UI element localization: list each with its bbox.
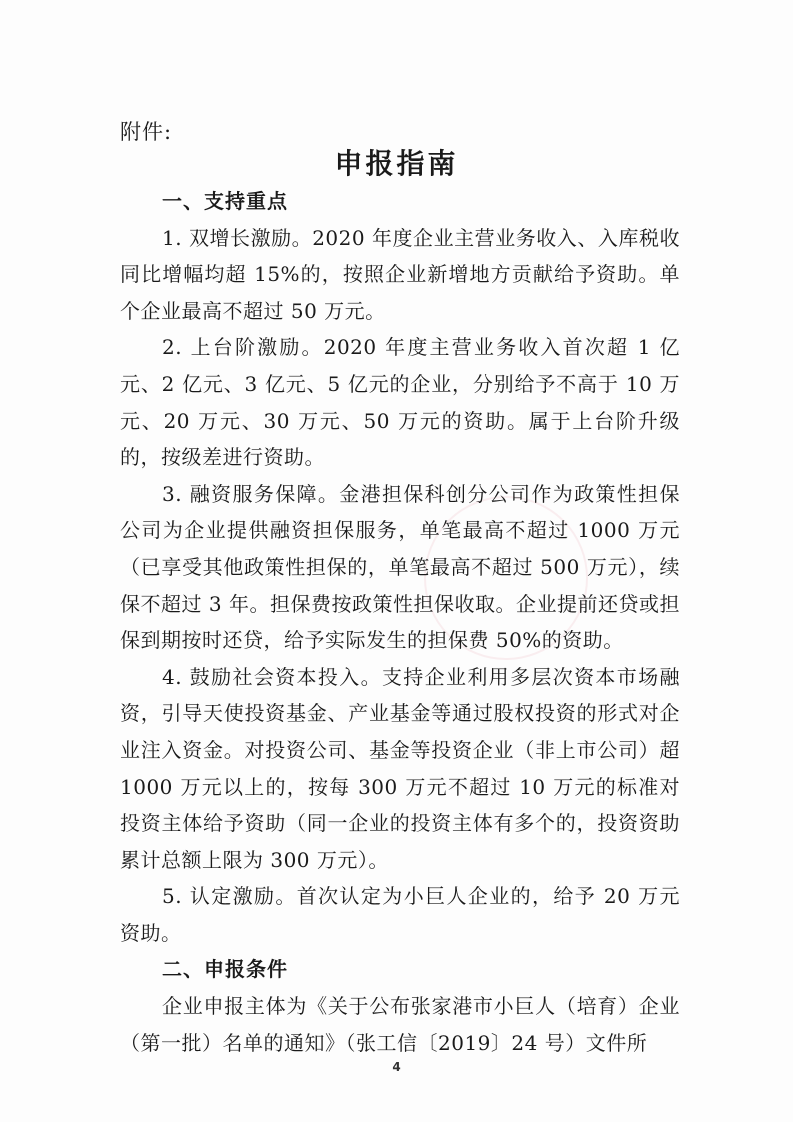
attachment-label: 附件:: [120, 120, 173, 144]
paragraph-applicant: 企业申报主体为《关于公布张家港市小巨人（培育）企业（第一批）名单的通知》（张工信〔2019〕24 号）文件所: [120, 994, 680, 1055]
paragraph-step-up: 2. 上台阶激励。2020 年度主营业务收入首次超 1 亿元、2 亿元、3 亿元、5 亿元的企业，分别给予不高于 10 万元、20 万元、30 万元、50 万元的资助。属于上台阶升级的，按级差进行资助。: [120, 335, 680, 470]
paragraph-recognition: 5. 认定激励。首次认定为小巨人企业的，给予 20 万元资助。: [120, 884, 680, 945]
paragraph-social-capital: 4. 鼓励社会资本投入。支持企业利用多层次资本市场融资，引导天使投资基金、产业基金等通过股权投资的形式对企业注入资金。对投资公司、基金等投资企业（非上市公司）超 1000 万元以上的，按每 300 万元不超过 10 万元的标准对投资主体给予资助（同一企业的投资主体有多个的，投资资助累计总额上限为 300 万元）。: [120, 664, 680, 872]
document-body: [120, 183, 680, 1061]
section-heading-conditions: 二、申报条件: [162, 957, 288, 982]
page-number: 4: [392, 1060, 401, 1074]
section-heading-support-focus: 一、支持重点: [162, 189, 288, 213]
document-title: 申报指南: [334, 147, 459, 180]
paragraph-double-growth: 1. 双增长激励。2020 年度企业主营业务收入、入库税收同比增幅均超 15%的，按照企业新增地方贡献给予资助。单个企业最高不超过 50 万元。: [120, 225, 680, 323]
paragraph-financing-guarantee: 3. 融资服务保障。金港担保科创分公司作为政策性担保公司为企业提供融资担保服务，单笔最高不超过 1000 万元（已享受其他政策性担保的，单笔最高不超过 500 万元），续保不超过 3 年。担保费按政策性担保收取。企业提前还贷或担保到期按时还贷，给予实际发生的担保费 50%的资助。: [120, 481, 680, 653]
